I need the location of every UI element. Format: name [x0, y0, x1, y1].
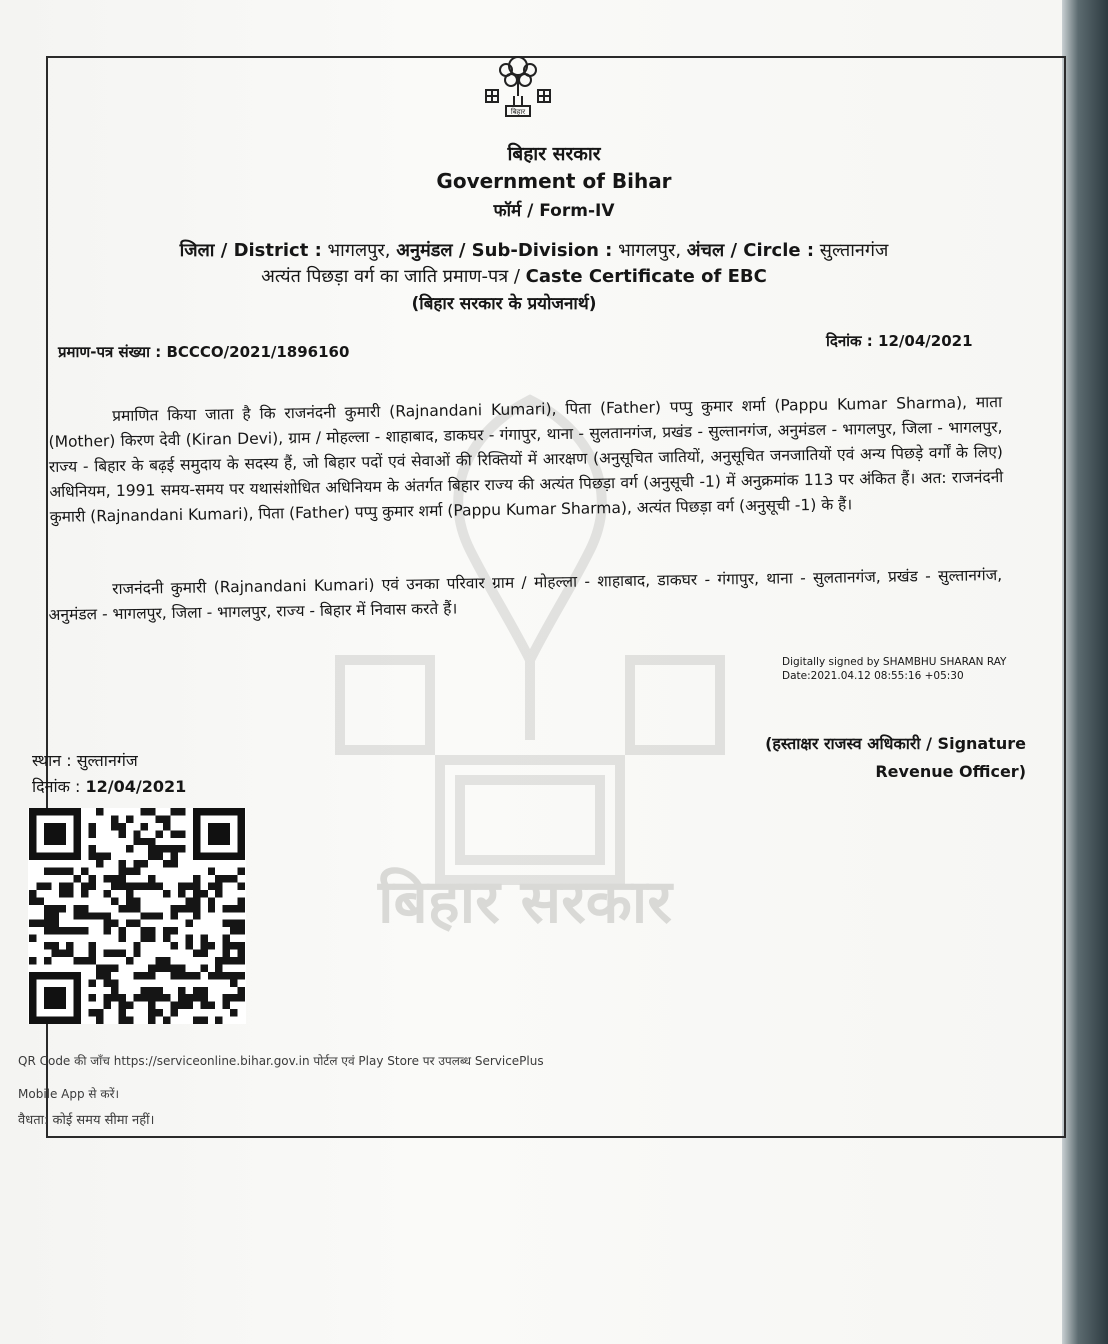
cert-title-english: Caste Certificate of EBC: [525, 266, 767, 287]
circle-label: अंचल / Circle :: [686, 240, 815, 261]
district-label: जिला / District :: [179, 240, 322, 261]
digital-signature: [782, 655, 1006, 683]
certificate-purpose: (बिहार सरकार के प्रयोजनार्थ): [411, 294, 597, 314]
certificate-number: [58, 342, 349, 362]
certificate-body-paragraph: प्रमाणित किया जाता है कि राजनंदनी कुमारी (Rajnandani Kumari), पिता (Father) पप्पु कुमार शर्मा (Pappu Kumar Sharma), माता (Mother) किरण देवी (Kiran Devi), ग्राम / मोहल्ला - शाहाबाद, डाकघर - गंगापुर, थाना - सुलतानगंज, प्रखंड - सुल्तानगंज, अनुमंडल - भागलपुर, जिला - भागलपुर, राज्य - बिहार के बढ़ई समुदाय के सदस्य हैं, जो बिहार पदों एवं सेवाओं की रिक्तियों में आरक्षण (अनुसूचित जातियों, अनुसूचित जनजातियों एवं अन्य पिछड़े वर्गों के लिए) अधिनियम, 1991 समय-समय पर यथासंशोधित अधिनियम के अंतर्गत बिहार राज्य की अत्यंत पिछड़ा वर्ग (अनुसूची -1) में अनुक्रमांक 113 पर अंकित हैं। अत: राजनंदनी कुमारी (Rajnandani Kumari), पिता (Father) पप्पु कुमार शर्मा (Pappu Kumar Sharma), अत्यंत पिछड़ा वर्ग (अनुसूची -1) के हैं।: [48, 393, 1004, 526]
location-line: [0, 238, 1088, 262]
validity-note: वैधता: कोई समय सीमा नहीं।: [18, 1113, 155, 1128]
place-label: स्थान :: [32, 751, 72, 770]
digital-signature-date: Date:2021.04.12 08:55:16 +05:30: [782, 670, 964, 682]
place-date-block: [32, 748, 186, 800]
place: [32, 748, 186, 774]
issue-date-value: 12/04/2021: [878, 332, 973, 350]
signature-line-1: (हस्ताक्षर राजस्व अधिकारी / Signature: [765, 734, 1026, 753]
qr-code[interactable]: [28, 808, 246, 1024]
signature-line-2: Revenue Officer): [875, 762, 1026, 781]
district-value: भागलपुर,: [327, 240, 391, 261]
certificate-title: [0, 264, 1068, 288]
circle-value: सुल्तानगंज: [819, 240, 889, 261]
cert-title-hindi: अत्यंत पिछड़ा वर्ग का जाति प्रमाण-पत्र /: [261, 266, 520, 287]
qr-verification-note-2: Mobile App से करें।: [18, 1087, 120, 1101]
digital-signature-name: Digitally signed by SHAMBHU SHARAN RAY: [782, 656, 1007, 668]
footer-date: [32, 774, 186, 800]
emblem-seal-text: बिहार: [510, 108, 526, 116]
issue-date: [826, 331, 973, 351]
subdivision-value: भागलपुर,: [618, 240, 682, 261]
issue-date-label: दिनांक :: [826, 332, 873, 350]
bihar-emblem-icon: [478, 52, 558, 122]
subdivision-label: अनुमंडल / Sub-Division :: [396, 240, 613, 261]
watermark-caption: बिहार सरकार: [378, 867, 672, 937]
certificate-number-label: प्रमाण-पत्र संख्या :: [58, 343, 162, 361]
govt-hindi: बिहार सरकार: [507, 143, 601, 165]
place-value: सुल्तानगंज: [76, 751, 138, 770]
govt-english: Government of Bihar: [436, 169, 672, 193]
residence-paragraph: राजनंदनी कुमारी (Rajnandani Kumari) एवं उनका परिवार ग्राम / मोहल्ला - शाहाबाद, डाकघर - गंगापुर, थाना - सुलतानगंज, प्रखंड - सुल्तानगंज, अनुमंडल - भागलपुर, जिला - भागलपुर, राज्य - बिहार में निवास करते हैं।: [48, 566, 1003, 624]
qr-verification-note: QR Code की जाँच https://serviceonline.bihar.gov.in पोर्टल एवं Play Store पर उपलब्ध ServicePlus: [18, 1054, 544, 1068]
footer-date-value: 12/04/2021: [85, 777, 187, 796]
officer-signature: [730, 730, 1026, 786]
form-number: फॉर्म / Form-IV: [493, 201, 615, 221]
footer-date-label: दिनांक :: [32, 777, 81, 796]
certificate-number-value: BCCCO/2021/1896160: [166, 343, 350, 361]
